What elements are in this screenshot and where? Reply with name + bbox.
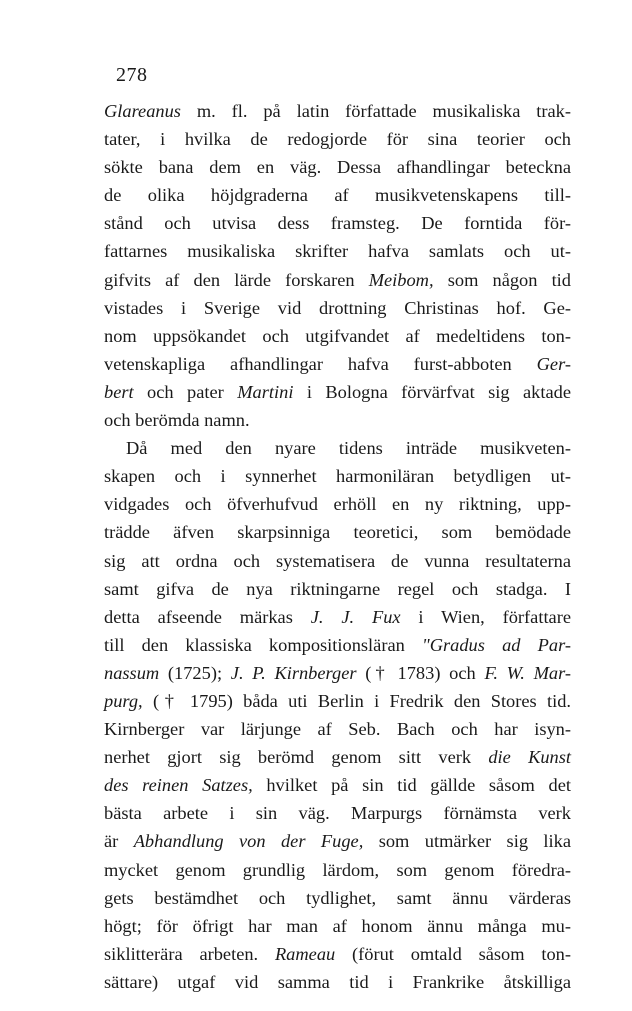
text-line — [104, 799, 571, 827]
italic-text: purg, — [104, 690, 143, 711]
text-line — [104, 490, 571, 518]
text-segment: detta afseende märkas — [104, 606, 311, 627]
italic-text: J. J. Fux — [310, 606, 401, 627]
text-segment: samt gifva de nya riktningarne regel och stadga. I — [104, 578, 571, 599]
text-line — [104, 322, 571, 350]
text-segment: som någon tid — [433, 269, 571, 290]
text-line — [104, 771, 571, 799]
text-line — [104, 378, 571, 406]
italic-text: nassum — [104, 662, 160, 683]
text-line — [104, 743, 571, 771]
text-segment: gets bestämdhet och tydlighet, samt ännu värderas — [104, 887, 571, 908]
italic-text: F. W. Mar- — [484, 662, 572, 683]
text-line — [104, 406, 571, 434]
text-line — [104, 97, 571, 125]
text-segment: (förut omtald såsom ton- — [335, 943, 571, 964]
text-line — [104, 181, 571, 209]
text-line — [104, 547, 571, 575]
text-segment: vistades i Sverige vid drottning Christinas hof. Ge- — [104, 297, 571, 318]
text-line — [104, 266, 571, 294]
text-line — [104, 209, 571, 237]
text-segment: nom uppsökandet och utgifvandet af medeltidens ton- — [104, 325, 571, 346]
text-line — [104, 350, 571, 378]
italic-text: die Kunst — [488, 747, 571, 768]
page-number: 278 — [116, 64, 148, 86]
text-segment: vetenskapliga afhandlingar hafva furst-abboten — [104, 353, 537, 374]
italic-text: Meibom, — [368, 269, 434, 290]
text-line — [104, 631, 571, 659]
text-segment: siklitterära arbeten. — [104, 943, 275, 964]
text-line — [104, 912, 571, 940]
italic-text: Martini — [237, 381, 294, 402]
text-segment: m. fl. på latin författade musikaliska trak- — [180, 101, 571, 121]
italic-text: Rameau — [274, 943, 336, 964]
italic-text: Abhandlung von der Fuge, — [133, 831, 364, 852]
text-segment: Då med den nyare tidens inträde musikveten- — [126, 438, 571, 459]
text-segment: († 1783) och — [356, 662, 485, 683]
text-segment: högt; för öfrigt har man af honom ännu många mu- — [104, 915, 571, 936]
text-segment: nerhet gjort sig berömd genom sitt verk — [104, 747, 489, 768]
text-segment: vidgades och öfverhufvud erhöll en ny riktning, upp- — [104, 494, 571, 515]
text-segment: († 1795) båda uti Berlin i Fredrik den Stores tid. — [142, 690, 571, 711]
italic-text: Ger- — [536, 353, 571, 374]
text-segment: tater, i hvilka de redogjorde för sina teorier och — [104, 129, 571, 150]
text-line — [104, 575, 571, 603]
text-line — [104, 237, 571, 265]
text-segment: som utmärker sig lika — [363, 831, 572, 852]
text-line — [104, 294, 571, 322]
text-line — [104, 968, 571, 996]
text-segment: är — [104, 831, 134, 852]
text-segment: (1725); — [159, 662, 231, 683]
text-segment: i Wien, författare — [400, 606, 572, 627]
text-segment: och berömda namn. — [104, 410, 250, 431]
text-segment: i Bologna förvärfvat sig aktade — [293, 381, 571, 402]
italic-text: bert — [104, 381, 134, 402]
italic-text: "Gradus ad Par- — [421, 634, 571, 655]
text-segment: bästa arbete i sin väg. Marpurgs förnämsta verk — [104, 803, 571, 824]
text-line — [104, 125, 571, 153]
text-segment: hvilket på sin tid gällde såsom det — [252, 775, 571, 796]
text-segment: fattarnes musikaliska skrifter hafva samlats och ut- — [104, 241, 571, 262]
italic-text: des reinen Satzes, — [104, 775, 253, 796]
text-line — [104, 659, 571, 687]
text-line — [104, 827, 571, 855]
text-line — [104, 940, 571, 968]
text-segment: sig att ordna och systematisera de vunna resultaterna — [104, 550, 571, 571]
text-segment: skapen och i synnerhet harmoniläran betydligen ut- — [104, 466, 571, 487]
text-segment: stånd och utvisa dess framsteg. De forntida för- — [104, 213, 571, 234]
body-text — [104, 97, 571, 996]
text-segment: sökte bana dem en väg. Dessa afhandlingar beteckna — [104, 157, 571, 178]
text-segment: sättare) utgaf vid samma tid i Frankrike åtskilliga — [104, 971, 571, 992]
text-line — [104, 462, 571, 490]
text-segment: till den klassiska kompositionsläran — [104, 634, 422, 655]
text-segment: de olika höjdgraderna af musikvetenskapens till- — [104, 185, 571, 206]
text-line — [104, 687, 571, 715]
text-line — [104, 434, 571, 462]
italic-text: Glareanus — [104, 101, 181, 121]
text-line — [104, 715, 571, 743]
text-segment: och pater — [133, 381, 238, 402]
italic-text: J. P. Kirnberger — [230, 662, 357, 683]
text-segment: mycket genom grundlig lärdom, som genom föredra- — [104, 859, 571, 880]
text-segment: gifvits af den lärde forskaren — [104, 269, 369, 290]
text-line — [104, 153, 571, 181]
text-segment: trädde äfven skarpsinniga teoretici, som bemödade — [104, 522, 571, 543]
text-line — [104, 518, 571, 546]
text-line — [104, 856, 571, 884]
text-line — [104, 884, 571, 912]
text-segment: Kirnberger var lärjunge af Seb. Bach och har isyn- — [104, 719, 571, 740]
text-line — [104, 603, 571, 631]
